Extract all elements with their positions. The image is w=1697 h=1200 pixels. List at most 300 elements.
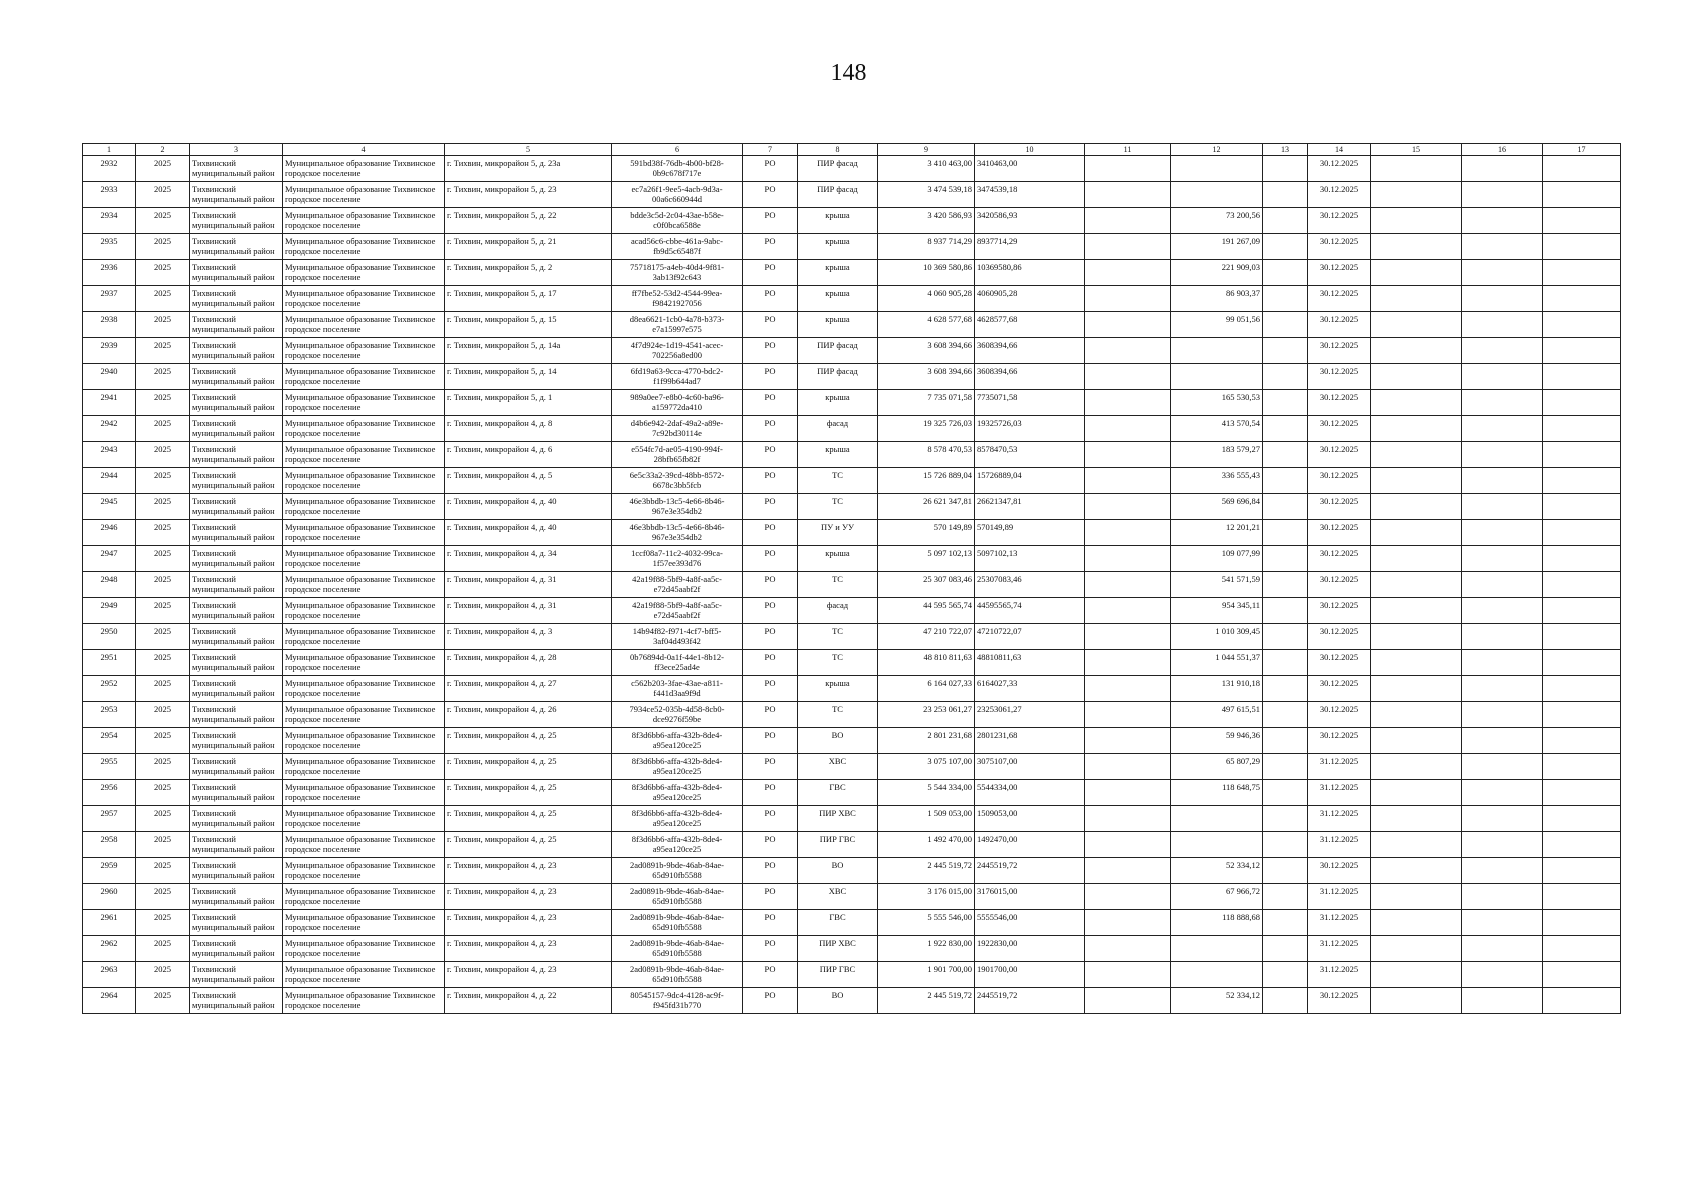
cell-work-type: ПИР ГВС [798,832,878,858]
cell-col-13 [1263,234,1308,260]
cell-work-type: фасад [798,416,878,442]
cell-col-16 [1462,494,1543,520]
column-header-12: 12 [1171,144,1263,156]
cell-col-16 [1462,572,1543,598]
cell-col-11 [1085,390,1171,416]
cell-completion-date: 30.12.2025 [1308,234,1371,260]
cell-municipality: Муниципальное образование Тихвинское городское поселение [283,754,445,780]
cell-col-16 [1462,702,1543,728]
table-header-row [83,144,1621,156]
column-header-6: 6 [612,144,743,156]
cell-row-number: 2944 [83,468,136,494]
cell-col-13 [1263,962,1308,988]
cell-municipality: Муниципальное образование Тихвинское городское поселение [283,702,445,728]
cell-cost-amount: 2801231,68 [975,728,1085,754]
cell-house-guid: 2ad0891b-9bde-46ab-84ae-65d910fb5588 [612,884,743,910]
cell-address: г. Тихвин, микрорайон 5, д. 21 [445,234,612,260]
cell-house-guid: 591bd38f-76db-4b00-bf28-0b9c678f717e [612,156,743,182]
cell-col-12: 569 696,84 [1171,494,1263,520]
cell-program-type: РО [743,936,798,962]
cell-col-17 [1543,702,1621,728]
cell-municipal-district: Тихвинский муниципальный район [190,208,283,234]
cell-col-11 [1085,260,1171,286]
cell-col-12 [1171,338,1263,364]
cell-col-11 [1085,468,1171,494]
cell-col-13 [1263,520,1308,546]
cell-col-16 [1462,416,1543,442]
cell-municipality: Муниципальное образование Тихвинское городское поселение [283,234,445,260]
cell-year: 2025 [136,780,190,806]
cell-program-type: РО [743,442,798,468]
cell-cost-total: 47 210 722,07 [878,624,975,650]
cell-year: 2025 [136,754,190,780]
column-header-1: 1 [83,144,136,156]
cell-year: 2025 [136,676,190,702]
cell-cost-total: 23 253 061,27 [878,702,975,728]
cell-work-type: крыша [798,390,878,416]
cell-col-12: 99 051,56 [1171,312,1263,338]
cell-municipal-district: Тихвинский муниципальный район [190,520,283,546]
cell-municipality: Муниципальное образование Тихвинское городское поселение [283,468,445,494]
cell-municipality: Муниципальное образование Тихвинское городское поселение [283,494,445,520]
cell-cost-amount: 4628577,68 [975,312,1085,338]
cell-col-11 [1085,624,1171,650]
cell-municipality: Муниципальное образование Тихвинское городское поселение [283,520,445,546]
cell-house-guid: 8f3d6bb6-affa-432b-8de4-a95ea120ce25 [612,832,743,858]
cell-col-13 [1263,364,1308,390]
cell-municipality: Муниципальное образование Тихвинское городское поселение [283,338,445,364]
cell-work-type: крыша [798,312,878,338]
cell-cost-amount: 570149,89 [975,520,1085,546]
cell-col-12: 118 648,75 [1171,780,1263,806]
cell-municipal-district: Тихвинский муниципальный район [190,702,283,728]
cell-year: 2025 [136,624,190,650]
cell-col-15 [1371,754,1462,780]
cell-municipal-district: Тихвинский муниципальный район [190,676,283,702]
cell-cost-total: 2 801 231,68 [878,728,975,754]
cell-municipal-district: Тихвинский муниципальный район [190,260,283,286]
cell-row-number: 2956 [83,780,136,806]
column-header-5: 5 [445,144,612,156]
cell-address: г. Тихвин, микрорайон 5, д. 14 [445,364,612,390]
cell-work-type: фасад [798,598,878,624]
cell-col-16 [1462,364,1543,390]
cell-col-15 [1371,182,1462,208]
cell-work-type: крыша [798,546,878,572]
cell-year: 2025 [136,598,190,624]
cell-row-number: 2947 [83,546,136,572]
cell-cost-total: 4 628 577,68 [878,312,975,338]
table-row [83,702,1621,728]
cell-program-type: РО [743,676,798,702]
cell-work-type: крыша [798,260,878,286]
cell-row-number: 2960 [83,884,136,910]
cell-year: 2025 [136,286,190,312]
cell-row-number: 2961 [83,910,136,936]
cell-col-16 [1462,728,1543,754]
cell-col-16 [1462,546,1543,572]
table-row [83,520,1621,546]
cell-program-type: РО [743,520,798,546]
cell-col-11 [1085,234,1171,260]
cell-house-guid: 2ad0891b-9bde-46ab-84ae-65d910fb5588 [612,962,743,988]
cell-col-17 [1543,936,1621,962]
cell-cost-amount: 4060905,28 [975,286,1085,312]
cell-program-type: РО [743,182,798,208]
cell-work-type: ТС [798,702,878,728]
cell-col-13 [1263,988,1308,1014]
table-row [83,780,1621,806]
cell-municipality: Муниципальное образование Тихвинское городское поселение [283,260,445,286]
cell-cost-amount: 25307083,46 [975,572,1085,598]
cell-address: г. Тихвин, микрорайон 4, д. 25 [445,806,612,832]
cell-col-13 [1263,338,1308,364]
cell-col-15 [1371,494,1462,520]
cell-completion-date: 31.12.2025 [1308,780,1371,806]
cell-municipality: Муниципальное образование Тихвинское городское поселение [283,416,445,442]
column-header-8: 8 [798,144,878,156]
cell-col-17 [1543,988,1621,1014]
cell-municipality: Муниципальное образование Тихвинское городское поселение [283,858,445,884]
cell-col-17 [1543,364,1621,390]
cell-col-13 [1263,754,1308,780]
cell-col-11 [1085,312,1171,338]
cell-program-type: РО [743,728,798,754]
cell-year: 2025 [136,910,190,936]
cell-completion-date: 30.12.2025 [1308,416,1371,442]
cell-cost-amount: 3176015,00 [975,884,1085,910]
cell-col-17 [1543,208,1621,234]
cell-col-17 [1543,182,1621,208]
cell-cost-total: 3 410 463,00 [878,156,975,182]
cell-municipality: Муниципальное образование Тихвинское городское поселение [283,676,445,702]
cell-cost-total: 6 164 027,33 [878,676,975,702]
cell-completion-date: 30.12.2025 [1308,442,1371,468]
cell-cost-total: 26 621 347,81 [878,494,975,520]
cell-col-12: 1 010 309,45 [1171,624,1263,650]
cell-house-guid: c562b203-3fae-43ae-a811-f441d3aa9f9d [612,676,743,702]
cell-col-12: 12 201,21 [1171,520,1263,546]
cell-col-15 [1371,234,1462,260]
cell-work-type: ТС [798,650,878,676]
cell-row-number: 2963 [83,962,136,988]
cell-cost-amount: 2445519,72 [975,858,1085,884]
cell-col-16 [1462,780,1543,806]
cell-completion-date: 30.12.2025 [1308,156,1371,182]
cell-row-number: 2934 [83,208,136,234]
column-header-16: 16 [1462,144,1543,156]
cell-municipal-district: Тихвинский муниципальный район [190,650,283,676]
cell-row-number: 2957 [83,806,136,832]
cell-municipal-district: Тихвинский муниципальный район [190,468,283,494]
cell-col-15 [1371,156,1462,182]
cell-year: 2025 [136,364,190,390]
cell-municipality: Муниципальное образование Тихвинское городское поселение [283,208,445,234]
cell-municipal-district: Тихвинский муниципальный район [190,598,283,624]
cell-completion-date: 30.12.2025 [1308,286,1371,312]
cell-row-number: 2958 [83,832,136,858]
cell-col-15 [1371,988,1462,1014]
cell-col-16 [1462,468,1543,494]
cell-col-16 [1462,208,1543,234]
table-row [83,858,1621,884]
cell-col-17 [1543,468,1621,494]
cell-year: 2025 [136,832,190,858]
cell-col-11 [1085,546,1171,572]
column-header-14: 14 [1308,144,1371,156]
cell-cost-amount: 5544334,00 [975,780,1085,806]
cell-cost-total: 1 509 053,00 [878,806,975,832]
cell-col-12: 183 579,27 [1171,442,1263,468]
cell-completion-date: 30.12.2025 [1308,598,1371,624]
cell-municipality: Муниципальное образование Тихвинское городское поселение [283,286,445,312]
cell-work-type: крыша [798,234,878,260]
cell-year: 2025 [136,936,190,962]
cell-cost-amount: 7735071,58 [975,390,1085,416]
cell-col-15 [1371,260,1462,286]
cell-municipality: Муниципальное образование Тихвинское городское поселение [283,182,445,208]
cell-cost-amount: 6164027,33 [975,676,1085,702]
cell-program-type: РО [743,390,798,416]
cell-col-13 [1263,546,1308,572]
cell-cost-total: 5 097 102,13 [878,546,975,572]
cell-program-type: РО [743,624,798,650]
cell-program-type: РО [743,780,798,806]
column-header-13: 13 [1263,144,1308,156]
cell-col-15 [1371,208,1462,234]
cell-work-type: ХВС [798,884,878,910]
cell-year: 2025 [136,338,190,364]
cell-row-number: 2940 [83,364,136,390]
cell-completion-date: 31.12.2025 [1308,832,1371,858]
cell-col-12: 1 044 551,37 [1171,650,1263,676]
cell-col-16 [1462,936,1543,962]
cell-municipality: Муниципальное образование Тихвинское городское поселение [283,728,445,754]
cell-work-type: ТС [798,572,878,598]
cell-address: г. Тихвин, микрорайон 4, д. 31 [445,572,612,598]
cell-completion-date: 30.12.2025 [1308,572,1371,598]
cell-col-17 [1543,416,1621,442]
cell-year: 2025 [136,494,190,520]
cell-completion-date: 30.12.2025 [1308,728,1371,754]
cell-house-guid: ff7fbe52-53d2-4544-99ea-f98421927056 [612,286,743,312]
cell-house-guid: 42a19f88-5bf9-4a8f-aa5c-e72d45aabf2f [612,572,743,598]
cell-program-type: РО [743,884,798,910]
cell-col-17 [1543,962,1621,988]
cell-cost-total: 5 555 546,00 [878,910,975,936]
table-row [83,598,1621,624]
cell-address: г. Тихвин, микрорайон 4, д. 6 [445,442,612,468]
cell-col-16 [1462,312,1543,338]
cell-cost-amount: 1492470,00 [975,832,1085,858]
cell-col-17 [1543,780,1621,806]
column-header-3: 3 [190,144,283,156]
cell-row-number: 2937 [83,286,136,312]
cell-program-type: РО [743,468,798,494]
cell-cost-amount: 47210722,07 [975,624,1085,650]
cell-row-number: 2941 [83,390,136,416]
cell-col-12: 221 909,03 [1171,260,1263,286]
register-table [82,143,1621,1014]
cell-col-16 [1462,624,1543,650]
cell-col-17 [1543,260,1621,286]
cell-col-11 [1085,156,1171,182]
cell-col-17 [1543,234,1621,260]
cell-col-12: 73 200,56 [1171,208,1263,234]
cell-cost-amount: 15726889,04 [975,468,1085,494]
cell-municipality: Муниципальное образование Тихвинское городское поселение [283,806,445,832]
cell-col-11 [1085,702,1171,728]
cell-cost-amount: 44595565,74 [975,598,1085,624]
cell-cost-total: 44 595 565,74 [878,598,975,624]
cell-cost-total: 8 937 714,29 [878,234,975,260]
cell-cost-total: 48 810 811,63 [878,650,975,676]
cell-municipal-district: Тихвинский муниципальный район [190,364,283,390]
table-row [83,884,1621,910]
table-row [83,468,1621,494]
cell-program-type: РО [743,754,798,780]
cell-col-17 [1543,494,1621,520]
cell-col-17 [1543,676,1621,702]
cell-col-17 [1543,338,1621,364]
cell-cost-total: 570 149,89 [878,520,975,546]
table-row [83,390,1621,416]
cell-house-guid: ec7a26f1-9ee5-4acb-9d3a-00a6c660944d [612,182,743,208]
cell-program-type: РО [743,312,798,338]
cell-cost-amount: 3410463,00 [975,156,1085,182]
table-row [83,286,1621,312]
cell-program-type: РО [743,806,798,832]
cell-col-16 [1462,858,1543,884]
table-row [83,650,1621,676]
cell-col-15 [1371,624,1462,650]
cell-col-17 [1543,312,1621,338]
cell-program-type: РО [743,572,798,598]
cell-year: 2025 [136,806,190,832]
cell-year: 2025 [136,156,190,182]
cell-col-17 [1543,858,1621,884]
cell-col-16 [1462,390,1543,416]
table-row [83,312,1621,338]
cell-house-guid: 8f3d6bb6-affa-432b-8de4-a95ea120ce25 [612,754,743,780]
cell-program-type: РО [743,650,798,676]
cell-col-12: 954 345,11 [1171,598,1263,624]
cell-municipal-district: Тихвинский муниципальный район [190,728,283,754]
table-row [83,364,1621,390]
column-header-2: 2 [136,144,190,156]
cell-cost-total: 5 544 334,00 [878,780,975,806]
cell-year: 2025 [136,416,190,442]
cell-col-11 [1085,416,1171,442]
cell-cost-total: 2 445 519,72 [878,858,975,884]
cell-program-type: РО [743,416,798,442]
cell-col-11 [1085,754,1171,780]
cell-work-type: ТС [798,468,878,494]
cell-house-guid: 6e5c33a2-39cd-48bb-8572-6678c3bb5fcb [612,468,743,494]
column-header-17: 17 [1543,144,1621,156]
cell-col-16 [1462,598,1543,624]
cell-address: г. Тихвин, микрорайон 4, д. 27 [445,676,612,702]
cell-col-12: 65 807,29 [1171,754,1263,780]
cell-address: г. Тихвин, микрорайон 4, д. 8 [445,416,612,442]
cell-year: 2025 [136,572,190,598]
cell-municipality: Муниципальное образование Тихвинское городское поселение [283,364,445,390]
cell-municipality: Муниципальное образование Тихвинское городское поселение [283,156,445,182]
cell-completion-date: 30.12.2025 [1308,676,1371,702]
cell-col-13 [1263,624,1308,650]
cell-house-guid: d4b6e942-2daf-49a2-a89e-7c92bd30114e [612,416,743,442]
cell-col-12 [1171,364,1263,390]
cell-col-16 [1462,806,1543,832]
cell-municipal-district: Тихвинский муниципальный район [190,312,283,338]
cell-address: г. Тихвин, микрорайон 5, д. 2 [445,260,612,286]
cell-col-12 [1171,156,1263,182]
cell-col-12: 52 334,12 [1171,988,1263,1014]
cell-col-13 [1263,598,1308,624]
column-header-7: 7 [743,144,798,156]
table-row [83,156,1621,182]
cell-house-guid: 1ccf08a7-11c2-4032-99ca-1f57ee393d76 [612,546,743,572]
cell-address: г. Тихвин, микрорайон 4, д. 5 [445,468,612,494]
cell-col-11 [1085,780,1171,806]
cell-house-guid: 2ad0891b-9bde-46ab-84ae-65d910fb5588 [612,858,743,884]
cell-cost-total: 25 307 083,46 [878,572,975,598]
cell-house-guid: 989a0ee7-e8b0-4c60-ba96-a159772da410 [612,390,743,416]
cell-row-number: 2951 [83,650,136,676]
cell-program-type: РО [743,962,798,988]
cell-cost-total: 3 608 394,66 [878,338,975,364]
cell-municipality: Муниципальное образование Тихвинское городское поселение [283,988,445,1014]
cell-municipal-district: Тихвинский муниципальный район [190,780,283,806]
cell-address: г. Тихвин, микрорайон 4, д. 31 [445,598,612,624]
cell-col-12: 109 077,99 [1171,546,1263,572]
cell-program-type: РО [743,988,798,1014]
cell-address: г. Тихвин, микрорайон 4, д. 25 [445,728,612,754]
cell-house-guid: 2ad0891b-9bde-46ab-84ae-65d910fb5588 [612,910,743,936]
cell-house-guid: 4f7d924e-1d19-4541-acec-702256a8ed00 [612,338,743,364]
column-header-11: 11 [1085,144,1171,156]
cell-completion-date: 30.12.2025 [1308,650,1371,676]
cell-row-number: 2964 [83,988,136,1014]
cell-house-guid: acad56c6-cbbe-461a-9abc-fb9d5c65487f [612,234,743,260]
cell-col-11 [1085,910,1171,936]
cell-col-12: 52 334,12 [1171,858,1263,884]
cell-cost-amount: 1901700,00 [975,962,1085,988]
cell-col-15 [1371,936,1462,962]
cell-col-16 [1462,442,1543,468]
cell-col-17 [1543,754,1621,780]
cell-work-type: ВО [798,728,878,754]
cell-year: 2025 [136,728,190,754]
cell-cost-total: 4 060 905,28 [878,286,975,312]
cell-col-12 [1171,962,1263,988]
cell-address: г. Тихвин, микрорайон 5, д. 22 [445,208,612,234]
cell-house-guid: 7934ce52-035b-4d58-8cb0-dce9276f59be [612,702,743,728]
cell-year: 2025 [136,884,190,910]
table-row [83,962,1621,988]
cell-program-type: РО [743,702,798,728]
cell-col-12: 191 267,09 [1171,234,1263,260]
cell-municipal-district: Тихвинский муниципальный район [190,182,283,208]
cell-municipal-district: Тихвинский муниципальный район [190,338,283,364]
cell-completion-date: 31.12.2025 [1308,936,1371,962]
cell-col-12: 497 615,51 [1171,702,1263,728]
cell-col-13 [1263,884,1308,910]
cell-year: 2025 [136,546,190,572]
cell-municipal-district: Тихвинский муниципальный район [190,806,283,832]
cell-cost-amount: 10369580,86 [975,260,1085,286]
cell-col-15 [1371,390,1462,416]
